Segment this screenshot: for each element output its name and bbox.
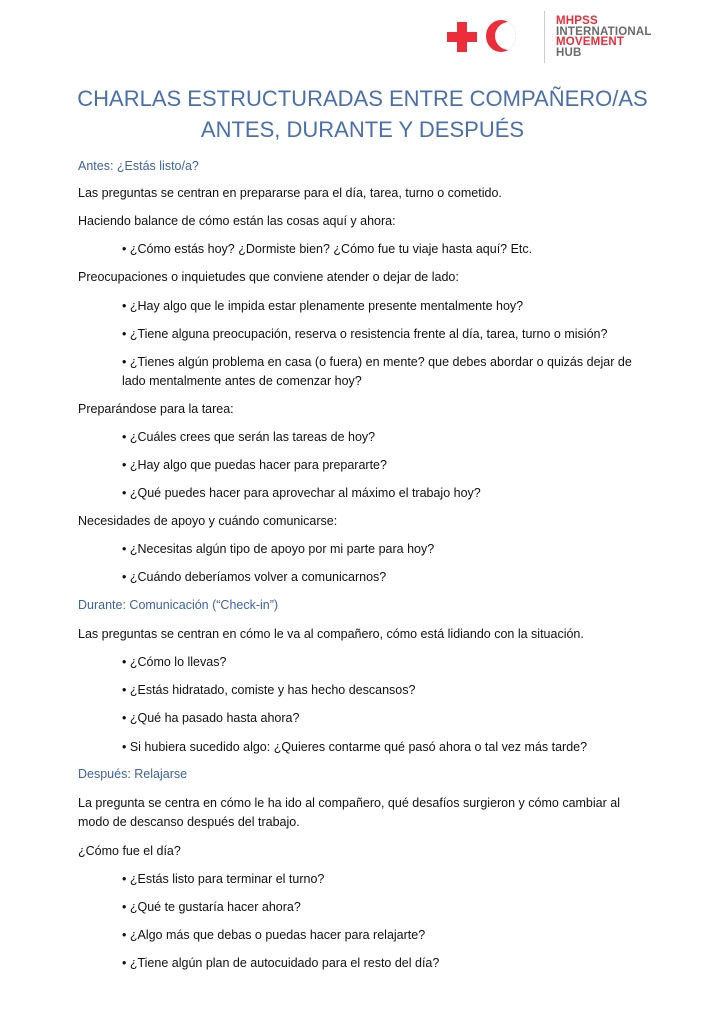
paragraph: Las preguntas se centran en prepararse para el día, tarea, turno o cometido. xyxy=(78,186,502,200)
paragraph: La pregunta se centra en cómo le ha ido al compañero, qué desafíos surgieron y cómo cambiar al modo de descanso después del trabajo. xyxy=(78,796,620,829)
red-crescent-icon xyxy=(486,20,516,52)
list-item: • ¿Estás listo para terminar el turno? xyxy=(122,872,325,886)
section-heading-durante: Durante: Comunicación (“Check-in”) xyxy=(78,598,279,612)
list-item: • ¿Tienes algún problema en casa (o fuera) en mente? que debes abordar o quizás dejar de lado mentalmente antes de comenzar hoy? xyxy=(122,355,632,388)
paragraph: ¿Cómo fue el día? xyxy=(78,844,181,858)
list-item: • Si hubiera sucedido algo: ¿Quieres contarme qué pasó ahora o tal vez más tarde? xyxy=(122,740,588,754)
paragraph: Las preguntas se centran en cómo le va al compañero, cómo está lidiando con la situación. xyxy=(78,627,584,641)
paragraph: Preparándose para la tarea: xyxy=(78,402,234,416)
list-item: • ¿Cómo lo llevas? xyxy=(122,655,227,669)
list-item: • ¿Cuáles crees que serán las tareas de hoy? xyxy=(122,430,376,444)
list-item: • ¿Qué puedes hacer para aprovechar al máximo el trabajo hoy? xyxy=(122,486,481,500)
paragraph: Necesidades de apoyo y cuándo comunicarse: xyxy=(78,514,338,528)
list-item: • ¿Algo más que debas o puedas hacer para relajarte? xyxy=(122,928,426,942)
section-heading-despues: Después: Relajarse xyxy=(78,767,188,781)
page-title-line2: ANTES, DURANTE Y DESPUÉS xyxy=(200,117,525,142)
list-item: • ¿Cómo estás hoy? ¿Dormiste bien? ¿Cómo fue tu viaje hasta aquí? Etc. xyxy=(122,242,533,256)
logo-text: MHPSS INTERNATIONAL MOVEMENT HUB xyxy=(556,15,652,59)
list-item: • ¿Qué ha pasado hasta ahora? xyxy=(122,711,300,725)
list-item: • ¿Hay algo que le impida estar plenamente presente mentalmente hoy? xyxy=(122,299,524,313)
list-item: • ¿Necesitas algún tipo de apoyo por mi parte para hoy? xyxy=(122,542,435,556)
logo-divider xyxy=(544,11,545,63)
list-item: • ¿Hay algo que puedas hacer para prepararte? xyxy=(122,458,387,472)
list-item: • ¿Tiene algún plan de autocuidado para el resto del día? xyxy=(122,956,440,970)
list-item: • ¿Qué te gustaría hacer ahora? xyxy=(122,900,301,914)
paragraph: Preocupaciones o inquietudes que conviene atender o dejar de lado: xyxy=(78,270,459,284)
paragraph: Haciendo balance de cómo están las cosas aquí y ahora: xyxy=(78,214,396,228)
section-heading-antes: Antes: ¿Estás listo/a? xyxy=(78,159,199,173)
list-item: • ¿Estás hidratado, comiste y has hecho descansos? xyxy=(122,683,416,697)
list-item: • ¿Cuándo deberíamos volver a comunicarnos? xyxy=(122,570,387,584)
page-title-line1: CHARLAS ESTRUCTURADAS ENTRE COMPAÑERO/AS xyxy=(77,86,648,111)
mhpss-logo xyxy=(440,8,670,64)
list-item: • ¿Tiene alguna preocupación, reserva o resistencia frente al día, tarea, turno o misión? xyxy=(122,327,608,341)
